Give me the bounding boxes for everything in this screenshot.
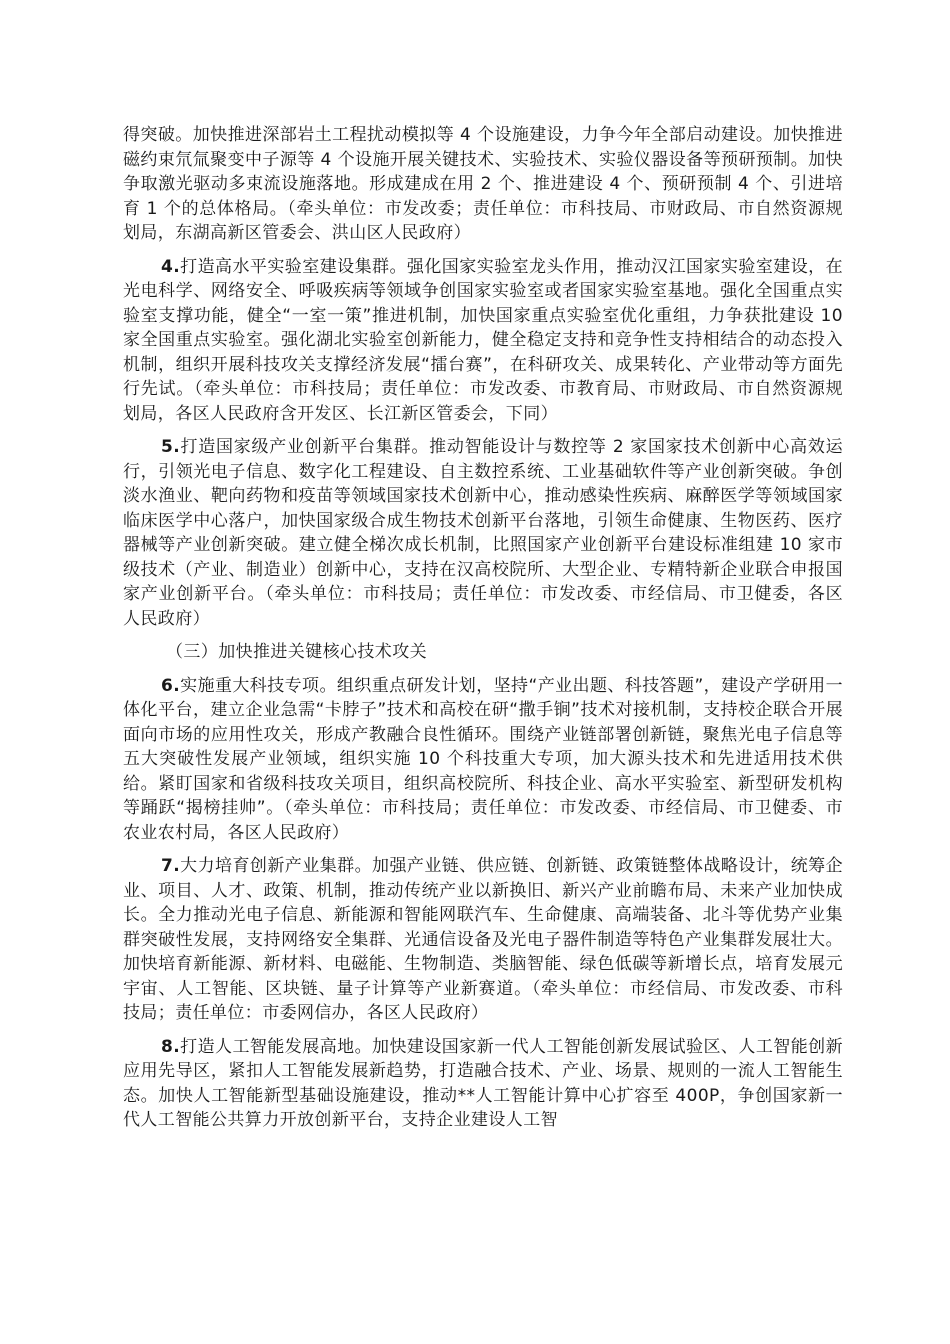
item-number: 7. — [161, 856, 181, 876]
paragraph-item-4 — [123, 255, 843, 427]
paragraph-item-7 — [123, 854, 843, 1026]
paragraph-item-5 — [123, 435, 843, 631]
paragraph-text: 得突破。加快推进深部岩土工程扰动模拟等 4 个设施建设，力争今年全部启动建设。加快推进磁约束氘氚聚变中子源等 4 个设施开展关键技术、实验技术、实验仪器设备等预研预制。加快争取激光驱动多束流设施落地。形成建成在用 2 个、推进建设 4 个、预研预制 4 个、引进培育 1 个的总体格局。（牵头单位：市发改委；责任单位：市科技局、市财政局、市自然资源规划局，东湖高新区管委会、洪山区人民政府） — [123, 125, 843, 243]
item-number: 8. — [161, 1036, 181, 1057]
paragraph-text: 大力培育创新产业集群。加强产业链、供应链、创新链、政策链整体战略设计，统筹企业、项目、人才、政策、机制，推动传统产业以新换旧、新兴产业前瞻布局、未来产业加快成长。全力推动光电子信息、新能源和智能网联汽车、生命健康、高端装备、北斗等优势产业集群突破性发展，支持网络安全集群、光通信设备及光电子器件制造等特色产业集群发展壮大。加快培育新能源、新材料、电磁能、生物制造、类脑智能、绿色低碳等新增长点，培育发展元宇宙、人工智能、区块链、量子计算等产业新赛道。（牵头单位：市经信局、市发改委、市科技局；责任单位：市委网信办，各区人民政府） — [123, 856, 843, 1023]
paragraph-text: 实施重大科技专项。组织重点研发计划，坚持“产业出题、科技答题”，建设产学研用一体化平台，建立企业急需“卡脖子”技术和高校在研“撒手锏”技术对接机制，支持校企联合开展面向市场的应用性攻关，形成产教融合良性循环。围绕产业链部署创新链，聚焦光电子信息等五大突破性发展产业领域，组织实施 10 个科技重大专项，加大源头技术和先进适用技术供给。紧盯国家和省级科技攻关项目，组织高校院所、科技企业、高水平实验室、新型研发机构等踊跃“揭榜挂帅”。（牵头单位：市科技局；责任单位：市发改委、市经信局、市卫健委、市农业农村局，各区人民政府） — [123, 675, 843, 843]
item-number: 4. — [161, 256, 181, 277]
item-number: 6. — [161, 675, 181, 696]
item-number: 5. — [161, 437, 181, 457]
paragraph-text: 打造高水平实验室建设集群。强化国家实验室龙头作用，推动汉江国家实验室建设，在光电科学、网络安全、呼吸疾病等领域争创国家实验室或者国家实验室基地。强化全国重点实验室支撑功能，健全“一室一策”推进机制，加快国家重点实验室优化重组，力争获批建设 10 家全国重点实验室。强化湖北实验室创新能力，健全稳定支持和竞争性支持相结合的动态投入机制，组织开展科技攻关支撑经济发展“擂台赛”，在科研攻关、成果转化、产业带动等方面先行先试。（牵头单位：市科技局；责任单位：市发改委、市教育局、市财政局、市自然资源规划局，各区人民政府含开发区、长江新区管委会，下同） — [123, 256, 843, 424]
paragraph-text: 打造国家级产业创新平台集群。推动智能设计与数控等 2 家国家技术创新中心高效运行，引领光电子信息、数字化工程建设、自主数控系统、工业基础软件等产业创新突破。争创淡水渔业、靶向药物和疫苗等领域国家技术创新中心，推动感染性疾病、麻醉医学等领域国家临床医学中心落户，加快国家级合成生物技术创新平台落地，引领生命健康、生物医药、医疗器械等产业创新突破。建立健全梯次成长机制，比照国家产业创新平台建设标准组建 10 家市级技术（产业、制造业）创新中心，支持在汉高校院所、大型企业、专精特新企业联合申报国家产业创新平台。（牵头单位：市科技局；责任单位：市发改委、市经信局、市卫健委，各区人民政府） — [123, 437, 843, 629]
document-page — [123, 123, 843, 1142]
paragraph-item-8 — [123, 1035, 843, 1133]
paragraph-item-6 — [123, 674, 843, 846]
paragraph-continued — [123, 123, 843, 246]
section-heading: （三）加快推进关键核心技术攻关 — [166, 642, 427, 662]
paragraph-text: 打造人工智能发展高地。加快建设国家新一代人工智能创新发展试验区、人工智能创新应用先导区，紧扣人工智能发展新趋势，打造融合技术、产业、场景、规则的一流人工智能生态。加快人工智能新型基础设施建设，推动**人工智能计算中心扩容至 400P，争创国家新一代人工智能公共算力开放创新平台，支持企业建设人工智 — [123, 1036, 843, 1130]
